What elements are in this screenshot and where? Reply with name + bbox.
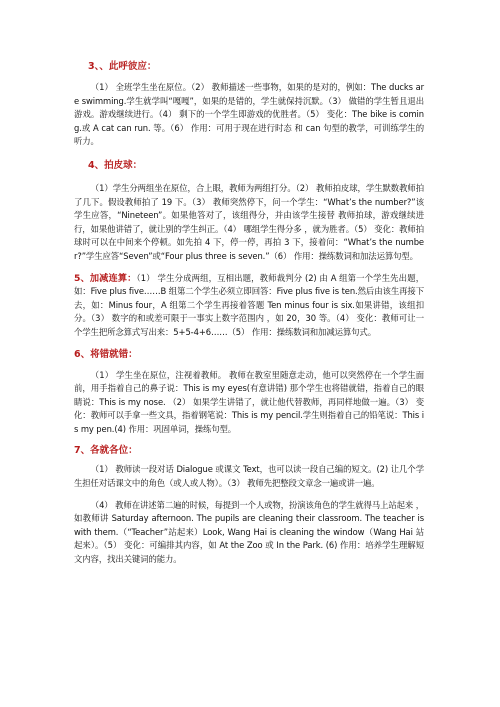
- section-heading-bounce-ball: 4、拍皮球：: [88, 159, 143, 171]
- section-heading-wrong-on-wrong: 6、将错就错：: [74, 348, 138, 360]
- section-paragraph-with-heading: [74, 272, 424, 340]
- section-heading-take-positions: 7、各就各位：: [74, 445, 138, 457]
- section-paragraph: （1） 全班学生坐在原位。（2） 教师描述一些事物，如果的是对的，例如：The ducks are swimming.学生就学叫“嘎嘎”，如果的是错的，学生就保持沉默。（3） 做错的学生暂且退出游戏。游戏继续进行。（4） 剩下的一个学生即游戏的优胜者。（5） 变化：The bike is coming.或 A cat can run. 等。（6） 作用：可用于现在进行时态 和 can 句型的教学，可训练学生的听力。: [74, 82, 424, 147]
- section-paragraph: （1） 学生坐在原位，注视着教师。 教师在教室里随意走动，他可以突然停在一个学生面前，用手指着自己的鼻子说：This is my eyes(有意讲错) 那个学生也将错就错，指着自己的眼睛说：This is my nose. （2） 如果学生讲错了，就让他代替教师，再同样地做一遍。（3） 变化：教师可以手拿一些文具，指着钢笔说：This is my pencil.学生则指着自己的铅笔说：This is my pen.(4) 作用：巩固单词，操练句型。: [74, 369, 424, 434]
- section-paragraph: （4） 教师在讲述第二遍的时候，每提到一个人或物，扮演该角色的学生就得马上站起来 ，如教师讲 Saturday afternoon. The pupils are cleaning their classroom. The teacher is with them.（“Teacher”站起来）Look, Wang Hai is cleaning the window（Wang Hai 站起来）。（5） 变化：可编排其内容，如 At the Zoo 或 In the Park. (6) 作用：培养学生理解短文内容，找出关键词的能力。: [74, 499, 424, 565]
- section-body-text: （1） 学生分成两组，互相出题，教师裁判分 (2) 由 A 组第一个学生先出题，如：Five plus five……B 组第二个学生必须立即回答：Five plus five is ten.然后由该生再接下去，如：Minus four，A 组第二个学生再接着答题 Ten minus four is six.如果讲错，该组扣分。（3） 数字的和或差可限于一事实上数字范围内 ，如 20，30 等。（4） 变化：教师可让一个学生把所念算式写出来：5+5-4+6……（5） 作用：操练数词和加减运算句式。: [74, 272, 424, 337]
- section-paragraph: （1） 教师读一段对话 Dialogue 或课文 Text，也可以读一段自己编的短文。(2) 让几个学生担任对话课文中的角色（或人或人物）。（3） 教师先把整段文章念一遍或讲一遍。: [74, 464, 424, 489]
- section-heading-add-subtract: 5、加减连算：: [74, 272, 137, 284]
- section-heading-echo-game: 3、、此呼彼应：: [88, 61, 157, 72]
- section-paragraph: （1）学生分两组坐在原位，合上眼，教师为两组打分。（2） 教师拍皮球，学生默数教师拍了几下。假设教师拍了 19 下。（3） 教师突然停下，问一个学生：“What’s the number?”该学生应答，“Nineteen”。如果他答对了，该组得分，并由该学生接替 教师拍球，游戏继续进行，如果他讲错了，就让别的学生纠正。（4） 哪组学生得分多 ，就为胜者。（5） 变化：教师拍球时可以在中间来个停顿。如先拍 4 下，停一停，再拍 3 下，接着问：“What’s the number?”学生应答“Seven”或“Four plus three is seven.”（6） 作用：操练数词和加法运算句型。: [74, 182, 424, 261]
- document-content: [74, 60, 424, 575]
